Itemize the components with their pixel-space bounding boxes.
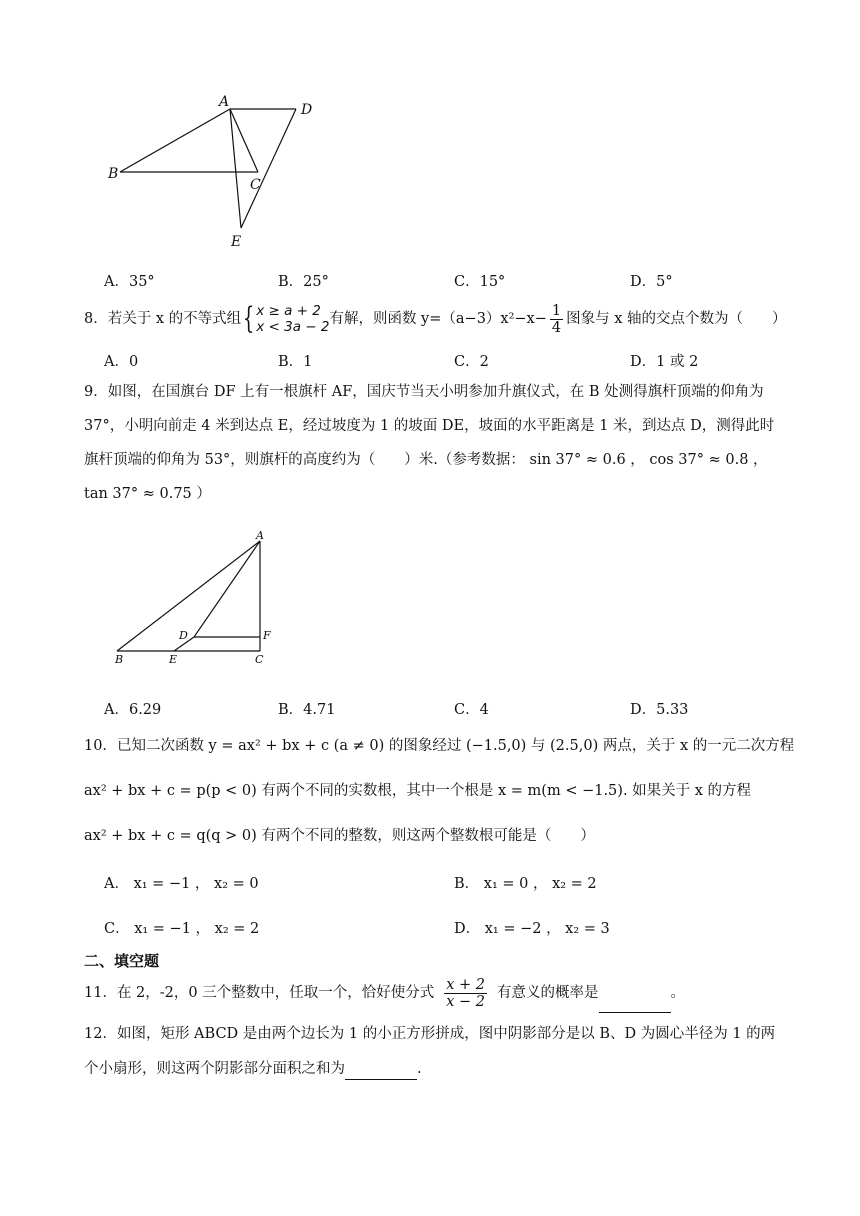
q9-line-4: tan 37° ≈ 0.75 ） <box>84 486 211 502</box>
fig1-label-a: A <box>219 94 230 110</box>
q10-option-b[interactable]: B． x₁ = 0 ， x₂ = 2 <box>454 876 597 892</box>
fig2-label-a: A <box>256 529 264 542</box>
fig2-label-c: C <box>255 653 264 666</box>
question-11 <box>84 974 685 1013</box>
q11-prefix: 11．在 2，-2，0 三个整数中，任取一个，恰好使分式 <box>84 985 435 1001</box>
q11-suffix: 有意义的概率是 <box>497 985 599 1001</box>
q7-option-c[interactable]: C．15° <box>454 274 506 290</box>
q10-option-a[interactable]: A． x₁ = −1 ， x₂ = 0 <box>104 876 259 892</box>
q9-line-3: 旗杆顶端的仰角为 53°，则旗杆的高度约为（ ）米.（参考数据： sin 37° ≈ 0.6 ， cos 37° ≈ 0.8 ， <box>84 452 768 468</box>
q12-line-2: 个小扇形，则这两个阴影部分面积之和为 <box>84 1061 345 1077</box>
q12-answer-blank[interactable] <box>345 1059 417 1080</box>
q8-mid: 有解，则函数 y=（a−3）x²−x− <box>329 311 547 327</box>
fig1-label-e: E <box>231 234 242 250</box>
q8-ineq-2: x < 3a − 2 <box>256 319 330 335</box>
q11-fraction: $\frac{x + 2}{x - 2}$ <box>446 976 486 1010</box>
q12-line-1: 12．如图，矩形 ABCD 是由两个边长为 1 的小正方形拼成，图中阴影部分是以 B、D 为圆心半径为 1 的两 <box>84 1026 776 1042</box>
q10-line-2: ax² + bx + c = p(p < 0) 有两个不同的实数根，其中一个根是 x = m(m < −1.5). 如果关于 x 的方程 <box>84 783 752 799</box>
fig1-label-d: D <box>301 102 313 118</box>
q8-option-a[interactable]: A．0 <box>104 354 139 370</box>
q9-option-b[interactable]: B．4.71 <box>278 702 336 718</box>
q10-option-c[interactable]: C． x₁ = −1 ， x₂ = 2 <box>104 921 260 937</box>
flagpole-figure <box>105 527 285 672</box>
q8-option-d[interactable]: D．1 或 2 <box>630 354 699 370</box>
q8-option-b[interactable]: B．1 <box>278 354 313 370</box>
fig1-label-c: C <box>250 177 261 193</box>
fig2-label-e: E <box>169 653 178 666</box>
q10-line-1: 10．已知二次函数 y = ax² + bx + c (a ≠ 0) 的图象经过 (−1.5,0) 与 (2.5,0) 两点，关于 x 的一元二次方程 <box>84 738 795 754</box>
section-heading-fill-in: 二、填空题 <box>84 952 160 970</box>
inequality-system <box>256 303 329 335</box>
q8-ineq-1: x ≥ a + 2 <box>256 303 321 319</box>
fig1-label-b: B <box>108 166 119 182</box>
q11-answer-blank[interactable] <box>599 974 671 1013</box>
q7-option-d[interactable]: D．5° <box>630 274 673 290</box>
q9-option-d[interactable]: D．5.33 <box>630 702 689 718</box>
fig2-label-f: F <box>263 629 271 642</box>
triangle-figure-1 <box>100 90 330 255</box>
fig2-label-b: B <box>115 653 124 666</box>
fig2-label-d: D <box>179 629 188 642</box>
question-12-line-2 <box>84 1059 422 1080</box>
q8-prefix: 8．若关于 x 的不等式组 <box>84 311 242 327</box>
q9-option-c[interactable]: C．4 <box>454 702 489 718</box>
q9-option-a[interactable]: A．6.29 <box>104 702 162 718</box>
q12-end: . <box>417 1061 422 1077</box>
q10-line-3: ax² + bx + c = q(q > 0) 有两个不同的整数，则这两个整数根可能是（ ） <box>84 828 595 844</box>
brace-icon: { <box>242 301 255 336</box>
q9-line-2: 37°，小明向前走 4 米到达点 E，经过坡度为 1 的坡面 DE，坡面的水平距离是 1 米，到达点 D，测得此时 <box>84 418 775 434</box>
q7-option-b[interactable]: B．25° <box>278 274 329 290</box>
q7-option-a[interactable]: A．35° <box>104 274 155 290</box>
q8-fraction: $\frac{1}{4}$ <box>551 302 562 336</box>
q10-option-d[interactable]: D． x₁ = −2 ， x₂ = 3 <box>454 921 610 937</box>
q11-end: 。 <box>670 985 686 1001</box>
q8-suffix: 图象与 x 轴的交点个数为（ ） <box>566 311 787 327</box>
q8-option-c[interactable]: C．2 <box>454 354 489 370</box>
question-8 <box>84 300 787 338</box>
q9-line-1: 9．如图，在国旗台 DF 上有一根旗杆 AF，国庆节当天小明参加升旗仪式，在 B 处测得旗杆顶端的仰角为 <box>84 384 764 400</box>
